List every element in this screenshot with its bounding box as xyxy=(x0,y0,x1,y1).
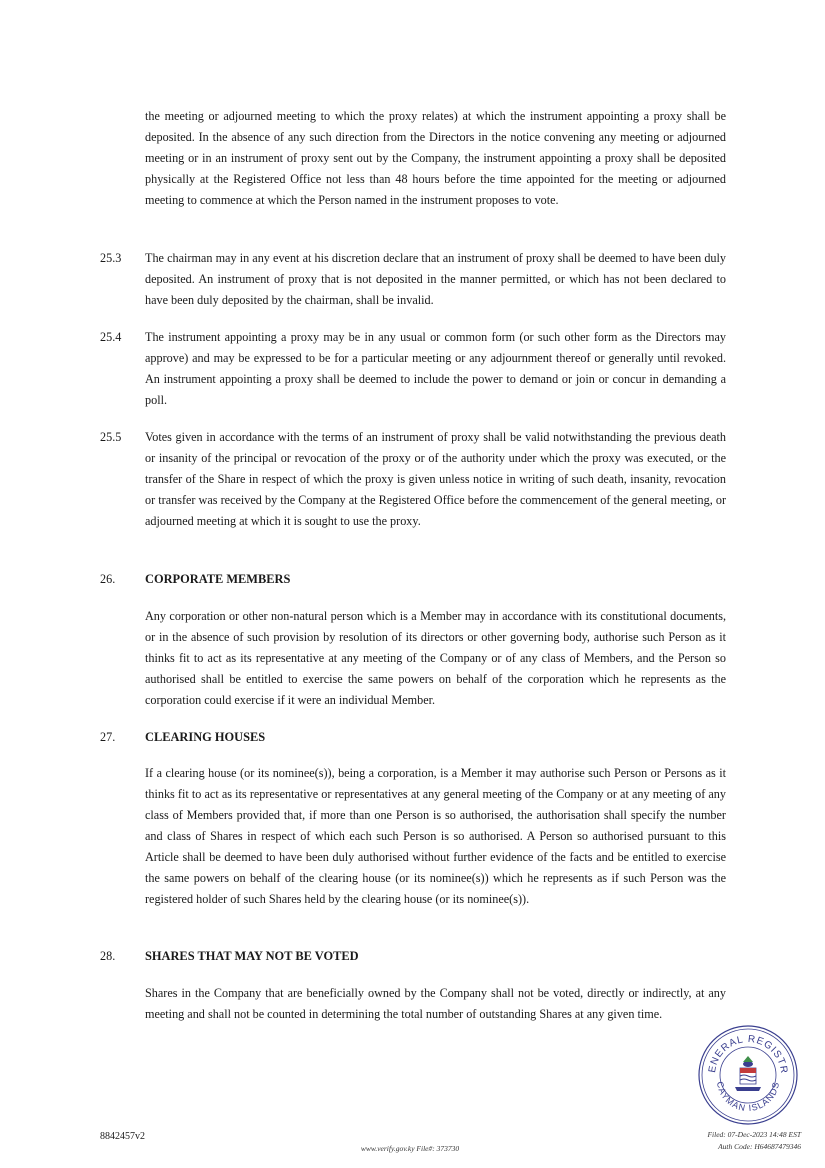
clause-number-25-5: 25.5 xyxy=(100,430,122,444)
clause-number-25-4: 25.4 xyxy=(100,330,122,344)
filed-date: Filed: 07-Dec-2023 14:48 EST xyxy=(707,1130,801,1139)
section-number-27: 27. xyxy=(100,730,116,744)
section-text-shares-not-voted: Shares in the Company that are beneficially owned by the Company shall not be voted, directly or indirectly, at any meeting and shall not be counted in determining the total number of outstanding Shares at any given time. xyxy=(145,986,726,1021)
general-registry-seal xyxy=(697,1024,799,1126)
clause-text-25-3: The chairman may in any event at his discretion declare that an instrument of proxy shall be deemed to have been duly deposited. An instrument of proxy that is not deposited in the manner permitted, or which has not been declared to have been duly deposited by the chairman, shall be invalid. xyxy=(145,251,726,307)
clause-number-25-3: 25.3 xyxy=(100,251,122,265)
seal-bottom-text: CAYMAN ISLANDS xyxy=(714,1080,782,1114)
section-text-clearing-houses: If a clearing house (or its nominee(s)), being a corporation, is a Member it may authorise such Person or Persons as it thinks fit to act as its representative or representatives at any general meeting of the Company or at any meeting of any class of Members provided that, if more than one Person is so authorised, the authorisation shall specify the number and class of Shares in respect of which each such Person is so authorised. A Person so authorised pursuant to this Article shall be deemed to have been duly authorised without further evidence of the facts and be entitled to exercise the same powers on behalf of the clearing house (or its nominee(s)) which he represents as if such Person was the registered holder of such Shares held by the clearing house (or its nominee(s)). xyxy=(145,766,726,906)
auth-code: Auth Code: H64687479346 xyxy=(718,1142,801,1151)
document-id: 8842457v2 xyxy=(100,1131,145,1142)
section-number-26: 26. xyxy=(100,572,116,586)
seal-top-text: ENERAL REGISTR xyxy=(706,1033,790,1075)
verify-footer: www.verify.gov.ky File#: 373730 xyxy=(360,1144,460,1153)
clause-text-25-5: Votes given in accordance with the terms of an instrument of proxy shall be valid notwithstanding the previous death or insanity of the principal or revocation of the proxy or of the authority under which the proxy was executed, or the transfer of the Share in respect of which the proxy is given unless notice in writing of such death, insanity, revocation or transfer was received by the Company at the Registered Office before the commencement of the general meeting, or adjourned meeting at which it is sought to use the proxy. xyxy=(145,430,726,528)
clause-text-25-4: The instrument appointing a proxy may be in any usual or common form (or such other form as the Directors may approve) and may be expressed to be for a particular meeting or any adjournment thereof or generally until revoked. An instrument appointing a proxy shall be deemed to include the power to demand or join or concur in demanding a poll. xyxy=(145,330,726,407)
section-text-corporate-members: Any corporation or other non-natural person which is a Member may in accordance with its constitutional documents, or in the absence of such provision by resolution of its directors or other governing body, authorise such Person as it thinks fit to act as its representative at any meeting of the Company or of any class of Members, and the Person so authorised shall be entitled to exercise the same powers on behalf of the corporation which he represents as the corporation could exercise if it were an individual Member. xyxy=(145,609,726,707)
intro-paragraph: the meeting or adjourned meeting to which the proxy relates) at which the instrument appointing a proxy shall be deposited. In the absence of any such direction from the Directors in the notice convening any meeting or adjourned meeting or in an instrument of proxy sent out by the Company, the instrument appointing a proxy shall be deposited physically at the Registered Office not less than 48 hours before the time appointed for the meeting or adjourned meeting to commence at which the Person named in the instrument proposes to vote. xyxy=(145,109,726,207)
filing-info xyxy=(707,1129,801,1153)
cayman-coat-of-arms-icon xyxy=(735,1056,761,1091)
section-heading-corporate-members: CORPORATE MEMBERS xyxy=(145,572,291,586)
section-heading-clearing-houses: CLEARING HOUSES xyxy=(145,730,266,744)
section-heading-shares-not-voted: SHARES THAT MAY NOT BE VOTED xyxy=(145,949,359,963)
section-number-28: 28. xyxy=(100,949,116,963)
registry-seal-icon xyxy=(697,1024,799,1126)
